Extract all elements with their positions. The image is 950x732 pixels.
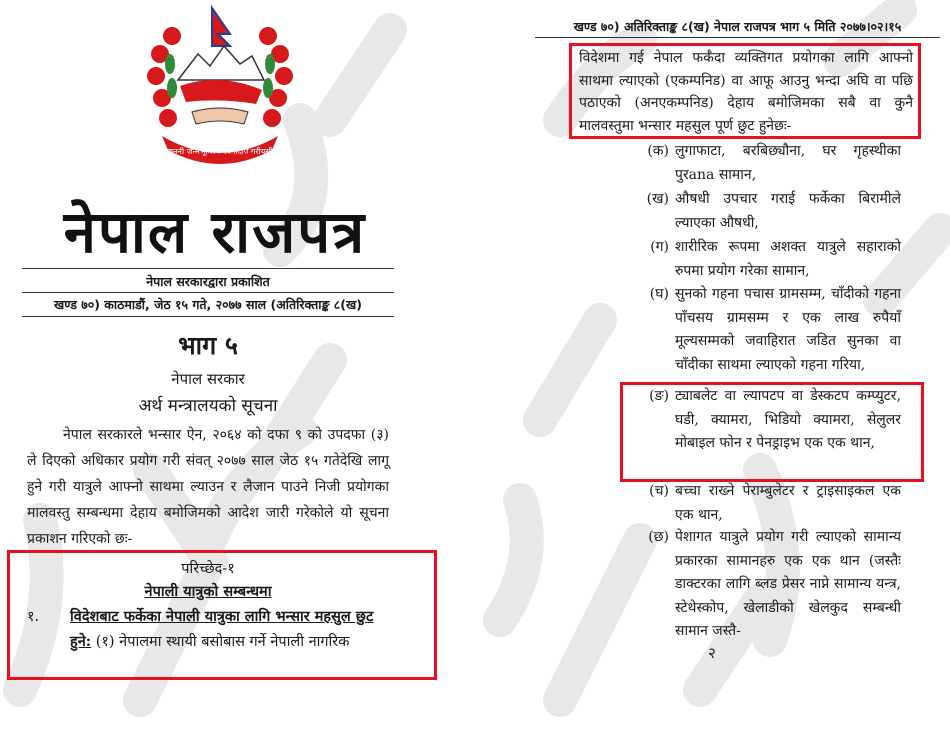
item-number: (घ)	[649, 286, 669, 302]
issue-line: खण्ड ७०) काठमाडौं, जेठ १५ गते, २०७७ साल (अतिरिक्ताङ्क ८(ख)	[54, 297, 362, 312]
divider	[22, 268, 394, 269]
page-number: २	[708, 644, 716, 662]
ministry-notice-heading: अर्थ मन्त्रालयको सूचना	[138, 396, 278, 416]
nepal-emblem-icon	[132, 2, 308, 178]
gazette-right-page	[475, 0, 950, 732]
item-number: (छ)	[648, 529, 669, 545]
clause-body: (१) नेपालमा स्थायी बसोबास गर्ने नेपाली नागरिक	[91, 634, 350, 650]
part-heading: भाग ५	[178, 331, 238, 360]
item-text: ट्याबलेट वा ल्यापटप वा डेस्कटप कम्प्युटर, घडी, क्यामरा, भिडियो क्यामरा, सेलुलर मोबाइल फोन र पेनड्राइभ एक एक थान,	[675, 388, 901, 451]
item-text: बच्चा राख्ने पेराम्बुलेटर र ट्राइसाइकल एक एक थान,	[675, 483, 901, 523]
gazette-masthead: नेपाल राजपत्र	[63, 198, 367, 266]
lead-paragraph: विदेशमा गई नेपाल फर्कँदा व्यक्तिगत प्रयोगका लागि आफ्नो साथमा ल्याएको (एकम्पनिड) वा आफू आउनु भन्दा अघि वा पछि पठाएको (अनएकम्पनिड) देहाय बमोजिमका सबै वा कुनै मालवस्तुमा भन्सार महसुल पूर्ण छुट हुनेछः-	[579, 50, 913, 134]
intro-paragraph: नेपाल सरकारले भन्सार ऐन, २०६४ को दफा ९ को उपदफा (३) ले दिएको अधिकार प्रयोग गरी संवत् २०७७ साल जेठ १५ गतेदेखि लागू हुने गरी यात्रुले आफ्नो साथमा ल्याउन र लैजान पाउने निजी प्रयोगका मालवस्तु सम्बन्धमा देहाय बमोजिमको आदेश जारी गरेकोले यो सूचना प्रकाशन गरिएको छः-	[27, 427, 389, 547]
government-heading: नेपाल सरकार	[171, 370, 245, 388]
running-header: खण्ड ७०) अतिरिक्ताङ्क ८(ख) नेपाल राजपत्र भाग ५ मिति २०७७।०२।१५	[535, 18, 940, 38]
clause-text	[70, 631, 392, 651]
divider	[22, 316, 394, 317]
item-number: (ख)	[646, 191, 669, 207]
item-text: पेशागत यात्रुले प्रयोग गरी ल्याएको सामान्य प्रकारका सामानहरु एक एक थान (जस्तैः डाक्टरका लागि ब्लड प्रेसर नाप्ने सामान्य यन्त्र, स्टेथेस्कोप, खेलाडीको खेलकुद सम्बन्धी सामान जस्तै-	[675, 529, 901, 639]
clause-number: १.	[27, 609, 40, 625]
item-text: शारीरिक रूपमा अशक्त यात्रुले सहाराको रुपमा प्रयोग गरेका सामान,	[675, 239, 901, 279]
item-text: लुगाफाटा, बरबिछ्यौना, घर गृहस्थीका पुरana सामान,	[675, 143, 901, 183]
item-number: (ङ)	[649, 388, 669, 404]
emblem-motto: जननी जन्मभूमिश्च स्वर्गादपि गरीयसी	[167, 147, 273, 156]
item-text: सुनको गहना पचास ग्रामसम्म, चाँदीको गहना पाँचसय ग्रामसम्म र एक लाख रुपैयाँ मूल्यसम्मको जवाहिरात जडित सुनका वा चाँदीका साथमा ल्याएको गहना गरिया,	[675, 286, 901, 373]
publisher-line: नेपाल सरकारद्वारा प्रकाशित	[146, 274, 270, 289]
chapter-number: परिच्छेद-१	[181, 561, 235, 577]
item-number: (क)	[647, 143, 669, 159]
item-text: औषधी उपचार गराई फर्केका बिरामीले ल्याएका औषधी,	[675, 191, 901, 231]
divider	[22, 292, 394, 293]
chapter-title: नेपाली यात्रुको सम्बन्धमा	[144, 583, 272, 600]
clause-title-end: हुने:	[70, 633, 92, 650]
item-number: (च)	[649, 483, 669, 499]
clause-title: विदेशबाट फर्केका नेपाली यात्रुका लागि भन्सार महसुल छुट	[70, 608, 374, 625]
item-number: (ग)	[650, 239, 669, 255]
